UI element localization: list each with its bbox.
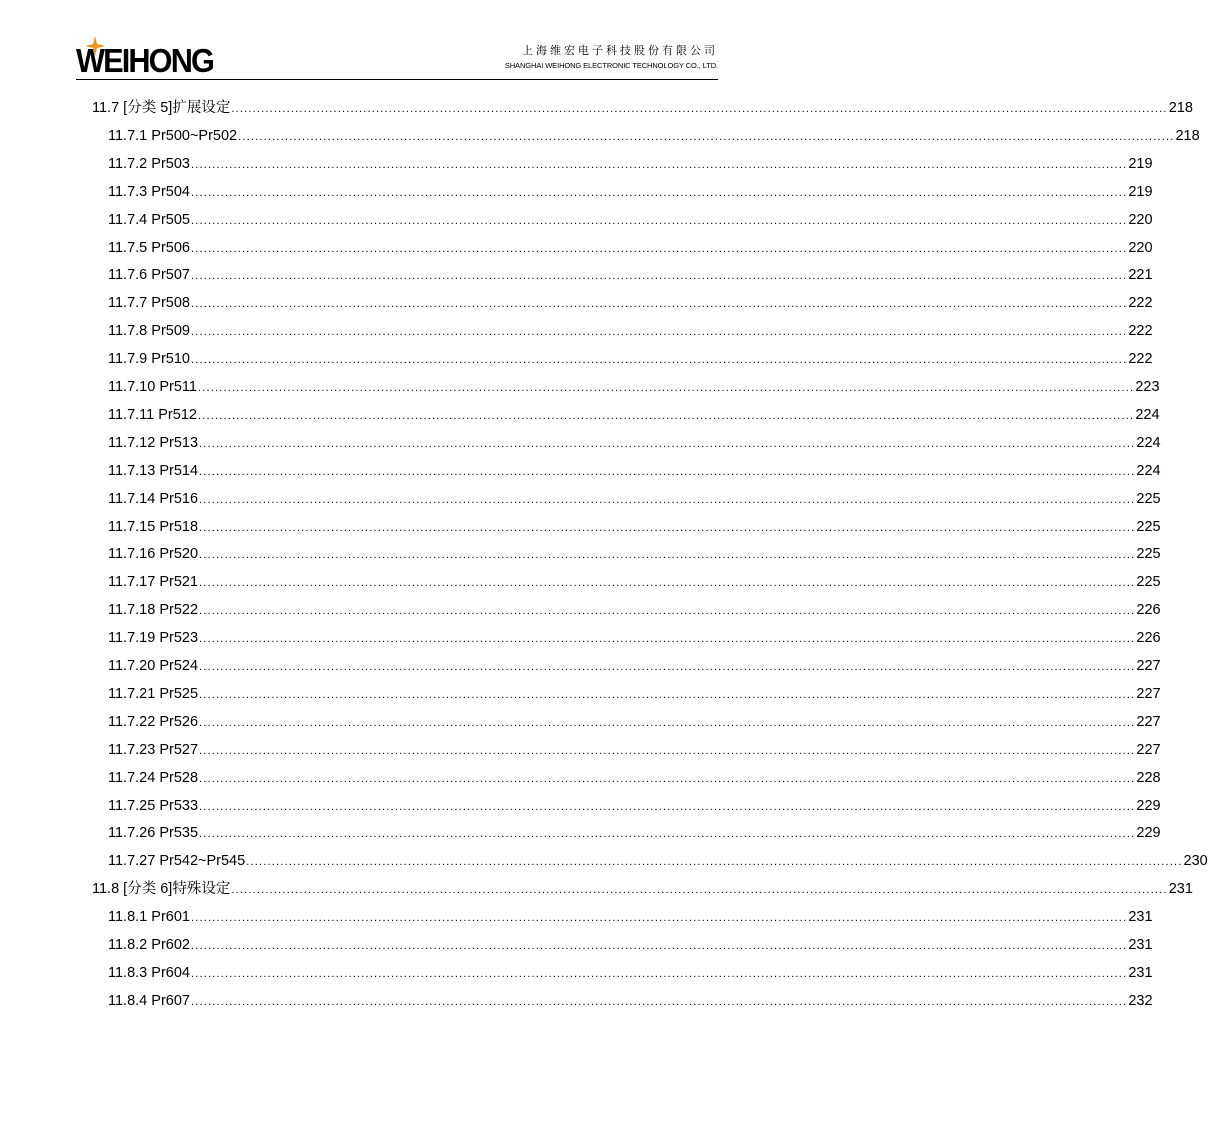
toc-entry[interactable]: [92, 877, 1193, 899]
toc-dot-leader: ............................................................................................................................................................................................................................: [238, 130, 1175, 143]
toc-entry[interactable]: [108, 208, 1153, 230]
toc-entry[interactable]: [108, 738, 1161, 760]
toc-dot-leader: ............................................................................................................................................................................................................................: [190, 940, 1128, 952]
toc-entry[interactable]: [108, 263, 1153, 285]
toc-entry-label: 11.7.7 Pr508: [108, 295, 190, 312]
toc-entry-label: 11.7.25 Pr533: [108, 797, 199, 814]
toc-entry-label: 11.7.1 Pr500~Pr502: [108, 127, 238, 144]
toc-entry-label: 11.7.10 Pr511: [108, 379, 197, 395]
toc-entry-page: 225: [1136, 490, 1161, 507]
toc-entry[interactable]: [108, 431, 1161, 453]
toc-entry[interactable]: [108, 654, 1161, 676]
toc-entry[interactable]: [108, 626, 1161, 648]
toc-dot-leader: ............................................................................................................................................................................................................................: [197, 409, 1135, 422]
toc-entry-page: 225: [1136, 574, 1161, 591]
toc-entry[interactable]: [108, 570, 1161, 592]
toc-entry-page: 232: [1128, 992, 1153, 1009]
logo-text: WEIHONG: [76, 42, 214, 79]
toc-dot-leader: ............................................................................................................................................................................................................................: [199, 577, 1136, 590]
toc-dot-leader: ............................................................................................................................................................................................................................: [190, 242, 1128, 255]
toc-entry-label: 11.7.26 Pr535: [108, 825, 199, 842]
toc-entry-page: 220: [1128, 211, 1153, 228]
toc-entry[interactable]: [108, 375, 1160, 397]
company-name-cn: 上海维宏电子科技股份有限公司: [522, 44, 718, 57]
toc-entry[interactable]: [108, 961, 1153, 983]
toc-entry-label: 11.7.13 Pr514: [108, 462, 199, 479]
toc-entry-label: 11.7.24 Pr528: [108, 769, 199, 786]
toc-entry-label: 11.8.1 Pr601: [108, 909, 190, 926]
toc-entry-page: 231: [1168, 881, 1193, 898]
toc-entry-page: 231: [1128, 964, 1153, 981]
header-divider: [76, 79, 718, 80]
toc-entry-page: 220: [1128, 239, 1153, 256]
company-name: [505, 44, 718, 72]
toc-entry-page: 227: [1136, 658, 1161, 674]
toc-entry-label: 11.8.4 Pr607: [108, 992, 190, 1009]
toc-entry[interactable]: [108, 459, 1161, 481]
page-header: [76, 36, 718, 80]
toc-entry-label: 11.7.12 Pr513: [108, 434, 199, 451]
toc-entry-label: 11.7.17 Pr521: [108, 574, 199, 591]
toc-dot-leader: ............................................................................................................................................................................................................................: [199, 465, 1136, 478]
toc-dot-leader: ............................................................................................................................................................................................................................: [190, 354, 1128, 367]
toc-entry[interactable]: [108, 124, 1200, 146]
toc-entry-page: 219: [1128, 183, 1153, 200]
toc-dot-leader: ............................................................................................................................................................................................................................: [199, 493, 1136, 506]
toc-entry[interactable]: [108, 403, 1160, 425]
toc-entry[interactable]: [108, 291, 1153, 313]
toc-dot-leader: ............................................................................................................................................................................................................................: [199, 744, 1136, 757]
toc-entry-page: 226: [1136, 630, 1161, 647]
toc-dot-leader: ............................................................................................................................................................................................................................: [199, 688, 1136, 701]
toc-entry-label: 11.7.22 Pr526: [108, 713, 199, 730]
toc-dot-leader: ............................................................................................................................................................................................................................: [190, 912, 1128, 925]
toc-entry[interactable]: [108, 180, 1153, 202]
toc-entry[interactable]: [108, 542, 1161, 564]
toc-entry[interactable]: [108, 598, 1161, 620]
toc-dot-leader: ............................................................................................................................................................................................................................: [199, 549, 1136, 562]
toc-entry-label: 11.7.15 Pr518: [108, 518, 199, 535]
toc-dot-leader: ............................................................................................................................................................................................................................: [199, 521, 1136, 534]
toc-entry-page: 224: [1136, 462, 1161, 479]
toc-dot-leader: ............................................................................................................................................................................................................................: [199, 633, 1136, 646]
toc-dot-leader: ............................................................................................................................................................................................................................: [190, 270, 1128, 283]
toc-entry-label: 11.7.20 Pr524: [108, 658, 199, 674]
toc-entry[interactable]: [108, 236, 1153, 258]
toc-entry-label: 11.7.16 Pr520: [108, 546, 199, 563]
company-name-en: SHANGHAI WEIHONG ELECTRONIC TECHNOLOGY CO., LTD.: [504, 61, 718, 70]
toc-entry-label: 11.7.18 Pr522: [108, 602, 199, 619]
toc-entry-label: 11.7.5 Pr506: [108, 239, 190, 256]
toc-dot-leader: ............................................................................................................................................................................................................................: [199, 605, 1136, 618]
toc-dot-leader: ............................................................................................................................................................................................................................: [199, 716, 1136, 729]
toc-entry[interactable]: [108, 682, 1161, 704]
toc-dot-leader: ............................................................................................................................................................................................................................: [190, 326, 1128, 339]
toc-entry-label: 11.8.2 Pr602: [108, 937, 190, 953]
toc-entry-page: 219: [1128, 155, 1153, 172]
toc-dot-leader: ............................................................................................................................................................................................................................: [199, 800, 1136, 813]
toc-entry[interactable]: [108, 933, 1153, 955]
toc-entry-page: 227: [1136, 685, 1161, 702]
toc-dot-leader: ............................................................................................................................................................................................................................: [190, 186, 1128, 199]
toc-entry-page: 218: [1175, 127, 1200, 144]
toc-entry-label: 11.8.3 Pr604: [108, 964, 190, 981]
toc-entry-page: 224: [1135, 406, 1160, 423]
toc-entry-page: 225: [1136, 518, 1161, 535]
toc-entry[interactable]: [108, 849, 1208, 871]
toc-dot-leader: ............................................................................................................................................................................................................................: [199, 772, 1136, 785]
toc-entry-page: 225: [1136, 546, 1161, 563]
toc-dot-leader: ............................................................................................................................................................................................................................: [199, 828, 1136, 841]
toc-entry-label: 11.7.4 Pr505: [108, 211, 190, 228]
toc-dot-leader: ............................................................................................................................................................................................................................: [231, 103, 1168, 115]
toc-entry-page: 229: [1136, 797, 1161, 814]
toc-entry[interactable]: [108, 152, 1153, 174]
toc-entry-page: 230: [1183, 853, 1208, 870]
toc-entry-label: 11.7.14 Pr516: [108, 490, 199, 507]
toc-entry-page: 221: [1128, 267, 1153, 284]
toc-entry-label: 11.7.6 Pr507: [108, 267, 190, 284]
toc-entry[interactable]: [108, 905, 1153, 927]
toc-dot-leader: ............................................................................................................................................................................................................................: [190, 214, 1128, 227]
toc-dot-leader: ............................................................................................................................................................................................................................: [190, 995, 1128, 1008]
toc-entry[interactable]: [108, 989, 1153, 1011]
toc-dot-leader: ............................................................................................................................................................................................................................: [199, 661, 1136, 673]
toc-entry-page: 222: [1128, 351, 1153, 368]
toc-entry-page: 218: [1168, 100, 1193, 116]
toc-entry-label: 11.8 [分类 6]特殊设定: [92, 881, 231, 898]
toc-dot-leader: ............................................................................................................................................................................................................................: [190, 298, 1128, 311]
toc-dot-leader: ............................................................................................................................................................................................................................: [246, 856, 1183, 869]
toc-entry[interactable]: [108, 821, 1161, 843]
toc-entry-page: 231: [1128, 909, 1153, 926]
toc-entry-page: 222: [1128, 295, 1153, 312]
toc-entry-label: 11.7.11 Pr512: [108, 406, 197, 423]
toc-entry[interactable]: [108, 710, 1161, 732]
toc-entry[interactable]: [108, 766, 1161, 788]
toc-entry-page: 222: [1128, 323, 1153, 340]
toc-entry-label: 11.7.19 Pr523: [108, 630, 199, 647]
toc-entry-page: 227: [1136, 741, 1161, 758]
toc-entry-label: 11.7.23 Pr527: [108, 741, 199, 758]
toc-dot-leader: ............................................................................................................................................................................................................................: [190, 967, 1128, 980]
toc-entry[interactable]: [108, 319, 1153, 341]
toc-entry[interactable]: [108, 515, 1161, 537]
toc-entry-page: 231: [1128, 937, 1153, 953]
toc-entry[interactable]: [108, 347, 1153, 369]
toc-entry-page: 229: [1136, 825, 1161, 842]
toc-entry[interactable]: [108, 794, 1161, 816]
toc-entry-page: 228: [1136, 769, 1161, 786]
toc-dot-leader: ............................................................................................................................................................................................................................: [231, 884, 1168, 897]
toc-entry-label: 11.7.2 Pr503: [108, 155, 190, 172]
toc-dot-leader: ............................................................................................................................................................................................................................: [197, 382, 1135, 394]
toc-entry[interactable]: [92, 96, 1193, 118]
toc-entry-label: 11.7.8 Pr509: [108, 323, 190, 340]
toc-entry-label: 11.7.21 Pr525: [108, 685, 199, 702]
toc-entry-page: 226: [1136, 602, 1161, 619]
toc-entry-label: 11.7.27 Pr542~Pr545: [108, 853, 246, 870]
weihong-logo: [76, 36, 251, 80]
toc-entry-label: 11.7.9 Pr510: [108, 351, 190, 368]
toc-dot-leader: ............................................................................................................................................................................................................................: [199, 437, 1136, 450]
toc-entry[interactable]: [108, 487, 1161, 509]
toc-entry-page: 227: [1136, 713, 1161, 730]
toc-dot-leader: ............................................................................................................................................................................................................................: [190, 158, 1128, 171]
toc-entry-page: 224: [1136, 434, 1161, 451]
toc-entry-label: 11.7.3 Pr504: [108, 183, 190, 200]
toc-entry-page: 223: [1135, 379, 1160, 395]
toc-entry-label: 11.7 [分类 5]扩展设定: [92, 100, 231, 116]
